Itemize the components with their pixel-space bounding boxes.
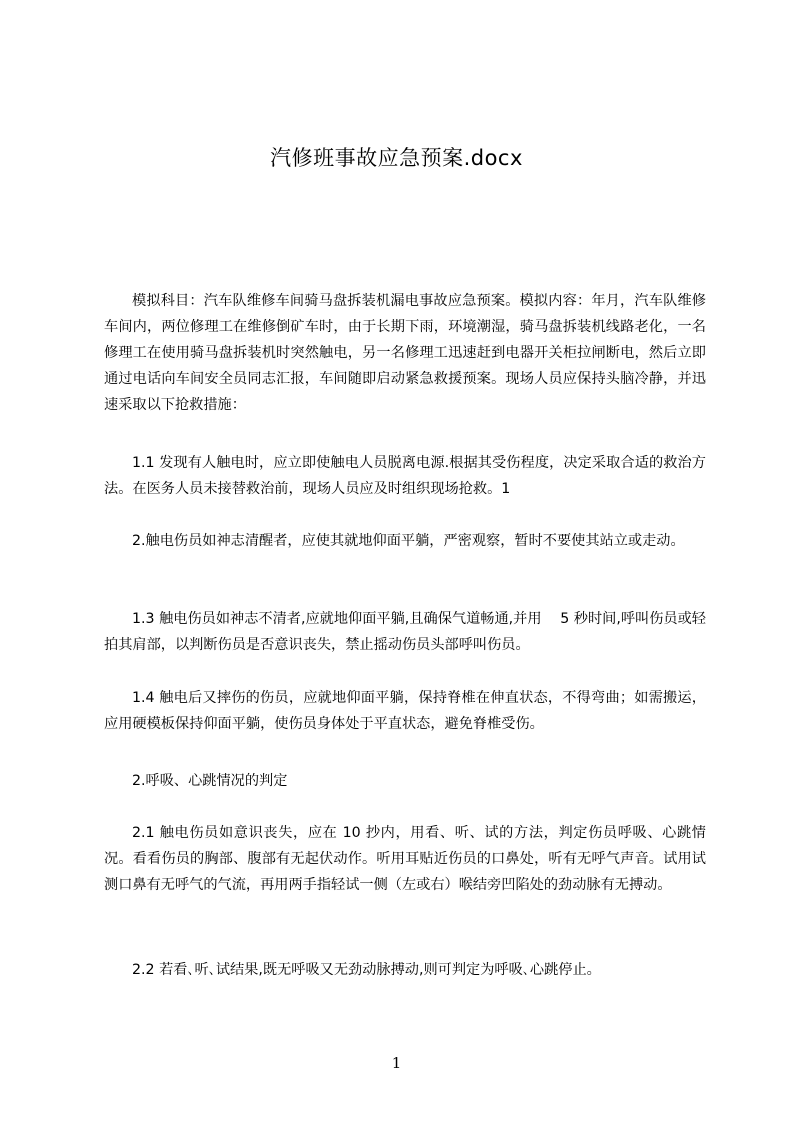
paragraph-2: 2.触电伤员如神志清醒者，应使其就地仰面平躺，严密观察，暂时不要使其站立或走动。 (132, 533, 685, 549)
paragraph-1-3: 1.3 触电伤员如神志不清者,应就地仰面平躺,且确保气道畅通,并用 5 秒时间,呼叫伤员或轻拍其肩部，以判断伤员是否意识丧失，禁止摇动伤员头部呼叫伤员。 (104, 611, 706, 653)
page-number: 1 (391, 1054, 402, 1072)
section-heading-breathing: 2.呼吸、心跳情况的判定 (132, 773, 288, 789)
paragraph-2-1: 2.1 触电伤员如意识丧失，应在 10 抄内，用看、听、试的方法，判定伤员呼吸、心跳情况。看看伤员的胸部、腹部有无起伏动作。听用耳贴近伤员的口鼻处，听有无呼气声音。试用试测口鼻有无呼气的气流，再用两手指轻试一侧（左或右）喉结旁凹陷处的劲动脉有无搏动。 (104, 825, 706, 893)
document-title: 汽修班事故应急预案.docx (270, 146, 523, 170)
paragraph-1-1: 1.1 发现有人触电时，应立即使触电人员脱离电源.根据其受伤程度，决定采取合适的救治方法。在医务人员未接替救治前，现场人员应及时组织现场抢救。1 (104, 455, 706, 497)
paragraph-drill-description: 模拟科目：汽车队维修车间骑马盘拆装机漏电事故应急预案。模拟内容：年月，汽车队维修车间内，两位修理工在维修倒矿车时，由于长期下雨，环境潮湿，骑马盘拆装机线路老化，一名修理工在使用骑马盘拆装机时突然触电，另一名修理工迅速赶到电器开关柜拉闸断电，然后立即通过电话向车间安全员同志汇报，车间随即启动紧急救援预案。现场人员应保持头脑冷静，并迅速采取以下抢救措施： (104, 293, 706, 413)
paragraph-1-4: 1.4 触电后又摔伤的伤员，应就地仰面平躺，保持脊椎在伸直状态，不得弯曲；如需搬运，应用硬模板保持仰面平躺，使伤员身体处于平直状态，避免脊椎受伤。 (104, 690, 706, 732)
paragraph-2-2: 2.2 若看､听､试结果,既无呼吸又无劲动脉搏动,则可判定为呼吸､心跳停止。 (132, 962, 601, 978)
